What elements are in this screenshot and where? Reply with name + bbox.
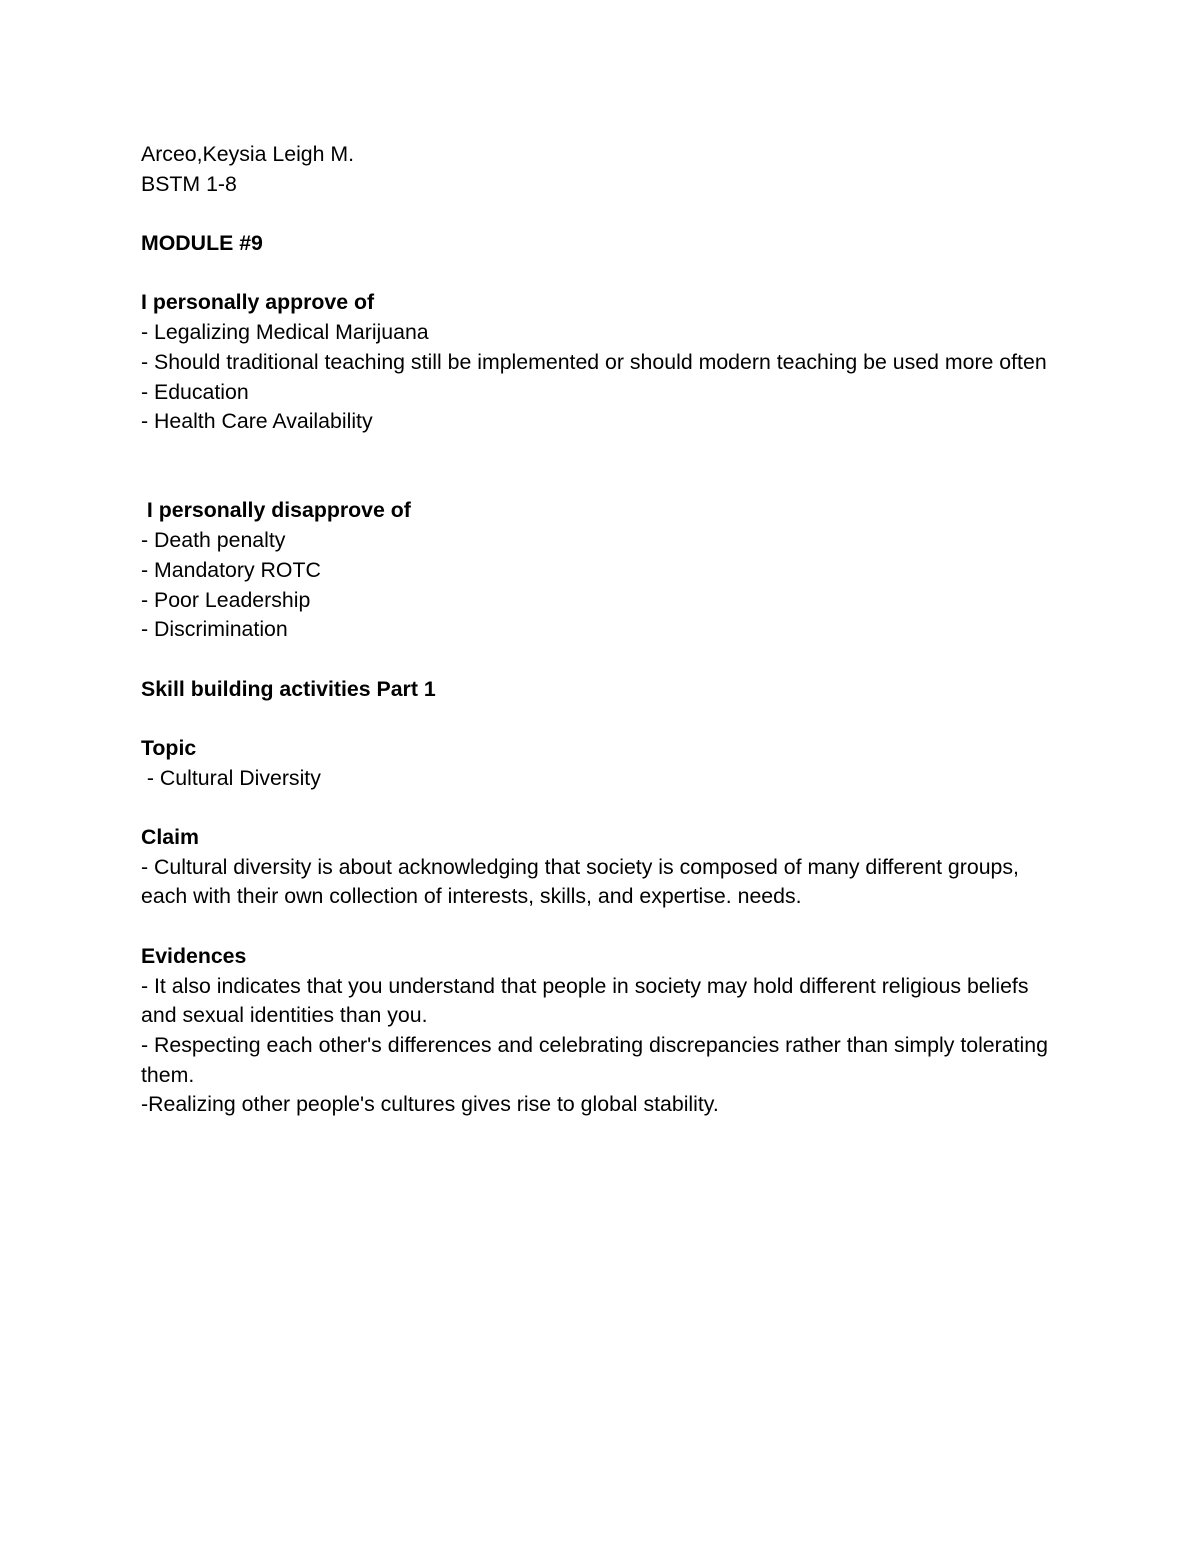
skill-building-heading: Skill building activities Part 1 — [141, 676, 436, 701]
topic-text: - Cultural Diversity — [141, 765, 321, 790]
claim-text: - Cultural diversity is about acknowledging that society is composed of many different groups, each with their own collection of interests, skills, and expertise. needs. — [141, 854, 1019, 909]
document-page — [141, 140, 1061, 1120]
spacer — [141, 199, 1061, 229]
student-name: Arceo,Keysia Leigh M. — [141, 142, 355, 166]
approve-item: - Should traditional teaching still be implemented or should modern teaching be used more often — [141, 349, 1047, 374]
approve-heading: I personally approve of — [141, 290, 375, 315]
evidence-item: - It also indicates that you understand that people in society may hold different religious beliefs and sexual identities than you. — [141, 973, 1029, 1028]
approve-item: - Legalizing Medical Marijuana — [141, 320, 429, 345]
claim-label: Claim — [141, 825, 199, 850]
evidences-label: Evidences — [141, 943, 247, 968]
spacer — [141, 437, 1061, 496]
disapprove-item: - Mandatory ROTC — [141, 557, 321, 582]
spacer — [141, 793, 1061, 823]
spacer — [141, 645, 1061, 675]
spacer — [141, 704, 1061, 734]
approve-item: - Education — [141, 379, 249, 404]
spacer — [141, 912, 1061, 942]
disapprove-item: - Poor Leadership — [141, 587, 311, 612]
approve-item: - Health Care Availability — [141, 409, 373, 434]
disapprove-item: - Death penalty — [141, 528, 286, 553]
evidence-item: -Realizing other people's cultures gives rise to global stability. — [141, 1092, 719, 1117]
disapprove-heading: I personally disapprove of — [141, 498, 411, 523]
module-title: MODULE #9 — [141, 231, 263, 256]
topic-label: Topic — [141, 735, 197, 760]
student-section: BSTM 1-8 — [141, 171, 237, 196]
evidence-item: - Respecting each other's differences and celebrating discrepancies rather than simply tolerating them. — [141, 1032, 1048, 1087]
spacer — [141, 259, 1061, 289]
disapprove-item: - Discrimination — [141, 617, 288, 642]
